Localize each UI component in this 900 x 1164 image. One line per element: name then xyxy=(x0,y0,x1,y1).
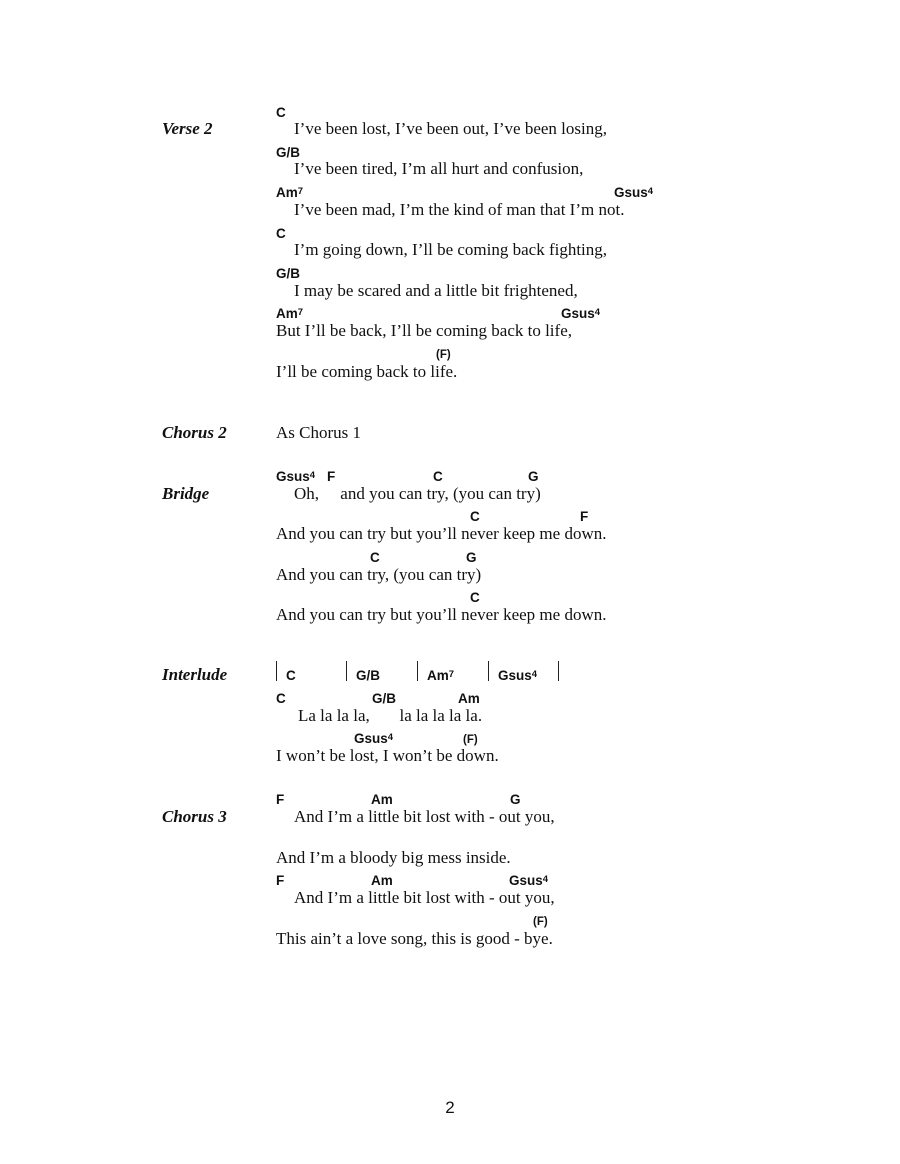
lyric-line: And you can try, (you can try) xyxy=(276,565,482,584)
chord: C xyxy=(276,226,286,241)
chord: G/B xyxy=(276,145,301,160)
bar-line xyxy=(558,661,559,681)
chord-bar: Gsus$^4$ xyxy=(498,668,538,683)
chord: Gsus$^4$ xyxy=(614,185,654,200)
chord: Gsus$^4$ xyxy=(561,306,601,321)
lyric-line: I may be scared and a little bit frightened, xyxy=(294,281,578,300)
section-label-chorus-2: Chorus 2 xyxy=(162,423,227,442)
lyric-line: But I’ll be back, I’ll be coming back to life, xyxy=(276,321,572,340)
chord: Gsus$^4$ xyxy=(276,469,316,484)
lyric-line: I’ll be coming back to life. xyxy=(276,362,458,381)
bar-line xyxy=(417,661,418,681)
lyric-line: I’ve been tired, I’m all hurt and confusion, xyxy=(294,159,584,178)
lyric-line: Oh, and you can try, (you can try) xyxy=(294,484,541,503)
lyric-line: I won’t be lost, I won’t be down. xyxy=(276,746,499,765)
chord: F xyxy=(276,792,285,807)
lyric-line: I’ve been mad, I’m the kind of man that I’m not. xyxy=(294,200,625,219)
lyric-line: And I’m a bloody big mess inside. xyxy=(276,848,511,867)
section-label-bridge: Bridge xyxy=(162,484,210,503)
chord: (F) xyxy=(436,349,451,361)
chord: G/B xyxy=(372,691,397,706)
section-label-interlude: Interlude xyxy=(162,665,228,684)
chord: G xyxy=(466,550,477,565)
lyric-line: La la la la, la la la la la. xyxy=(298,706,483,725)
lyric-line: I’ve been lost, I’ve been out, I’ve been losing, xyxy=(294,119,607,138)
lyric-line: This ain’t a love song, this is good - bye. xyxy=(276,929,553,948)
chord: C xyxy=(470,509,480,524)
lyric-line: And you can try but you’ll never keep me down. xyxy=(276,524,607,543)
chord-bar: G/B xyxy=(356,668,381,683)
bar-line xyxy=(346,661,347,681)
chord-bar: C xyxy=(286,668,296,683)
lyric-line: I’m going down, I’ll be coming back fighting, xyxy=(294,240,608,259)
chord: Am xyxy=(371,792,393,807)
chord: Am$^7$ xyxy=(276,185,304,200)
chord: F xyxy=(276,873,285,888)
chord-bar: Am$^7$ xyxy=(427,668,455,683)
chord: F xyxy=(327,469,336,484)
section-label-chorus-3: Chorus 3 xyxy=(162,807,227,826)
lyric-line: And I’m a little bit lost with - out you, xyxy=(294,888,555,907)
chord: G xyxy=(528,469,539,484)
chord: C xyxy=(470,590,480,605)
chord: G/B xyxy=(276,266,301,281)
bar-line xyxy=(276,661,277,681)
chord: Am xyxy=(371,873,393,888)
chord: Am xyxy=(458,691,480,706)
bar-line xyxy=(488,661,489,681)
chord: (F) xyxy=(533,916,548,928)
lyric-line: And I’m a little bit lost with - out you, xyxy=(294,807,555,826)
page-number: 2 xyxy=(445,1098,455,1117)
chord: C xyxy=(276,105,286,120)
chord: C xyxy=(433,469,443,484)
chord: C xyxy=(276,691,286,706)
lyric-line: And you can try but you’ll never keep me down. xyxy=(276,605,607,624)
chord: G xyxy=(510,792,521,807)
chord: C xyxy=(370,550,380,565)
chord: (F) xyxy=(463,734,478,746)
chord: F xyxy=(580,509,589,524)
chord: Gsus$^4$ xyxy=(354,731,394,746)
section-note: As Chorus 1 xyxy=(276,423,362,442)
chord: Am$^7$ xyxy=(276,306,304,321)
section-label-verse-2: Verse 2 xyxy=(162,119,213,138)
chord: Gsus$^4$ xyxy=(509,873,549,888)
